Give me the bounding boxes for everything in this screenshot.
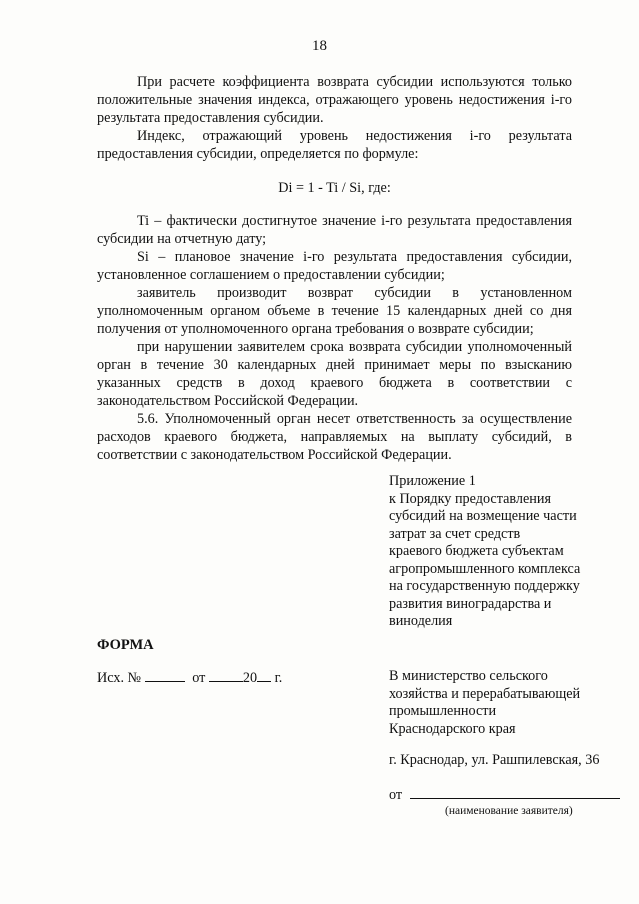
appendix-line: к Порядку предоставления (389, 490, 551, 507)
appendix-line: агропромышленного комплекса (389, 560, 581, 577)
paragraph-refund-term: заявитель производит возврат субсидии в установленном уполномоченным органом объеме в течение 15 календарных дней со дня получения от уполномоченного органа требования о возврате субсидии; (97, 285, 572, 337)
from-label: от (389, 787, 403, 803)
main-text (97, 73, 572, 464)
page-number: 18 (312, 38, 327, 54)
appendix-block (389, 473, 634, 631)
outgoing-number-blank[interactable] (145, 669, 185, 682)
addressee-line: хозяйства и перерабатывающей (389, 685, 581, 702)
year-prefix: 20 (242, 670, 258, 686)
paragraph-positive-values: При расчете коэффициента возврата субсидии используются только положительные значения индекса, отражающего уровень недостижения i-го результата предоставления субсидии. (97, 74, 572, 126)
appendix-line: субсидий на возмещение части (389, 508, 577, 524)
outgoing-date-blank[interactable] (209, 669, 243, 682)
outgoing-from-label: от (192, 670, 206, 686)
appendix-line: виноделия (389, 613, 453, 629)
addressee-line: В министерство сельского (389, 668, 548, 684)
addressee-block (389, 668, 634, 738)
year-suffix: г. (274, 670, 283, 686)
paragraph-ti-definition: Ti – фактически достигнутое значение i-го результата предоставления субсидии на отчетную дату; (97, 213, 572, 247)
appendix-line: затрат за счет средств (389, 525, 521, 542)
paragraph-si-definition: Si – плановое значение i-го результата предоставления субсидии, установленное соглашением о предоставлении субсидии; (97, 249, 572, 283)
form-heading: ФОРМА (97, 637, 154, 653)
appendix-line: краевого бюджета субъектам (389, 543, 564, 559)
from-field (389, 786, 620, 804)
outgoing-reference (97, 669, 282, 687)
appendix-line: развития виноградарства и (389, 595, 552, 612)
formula: Di = 1 - Ti / Si, где: (278, 180, 391, 196)
appendix-line: Приложение 1 (389, 473, 476, 489)
applicant-name-blank[interactable] (410, 786, 620, 799)
addressee-line: Краснодарского края (389, 720, 516, 737)
paragraph-responsibility: 5.6. Уполномоченный орган несет ответственность за осуществление расходов краевого бюджета, направляемых на выплату субсидий, в соответствии с законодательством Российской Федерации. (97, 411, 572, 463)
outgoing-number-label: Исх. № (97, 670, 142, 686)
applicant-caption: (наименование заявителя) (445, 805, 573, 817)
city-address: г. Краснодар, ул. Рашпилевская, 36 (389, 752, 600, 768)
year-blank[interactable] (257, 669, 271, 682)
appendix-line: на государственную поддержку (389, 578, 580, 594)
paragraph-index-definition: Индекс, отражающий уровень недостижения i-го результата предоставления субсидии, определяется по формуле: (97, 128, 572, 162)
paragraph-violation-measures: при нарушении заявителем срока возврата субсидии уполномоченный орган в течение 30 календарных дней принимает меры по взысканию указанных средств в доход краевого бюджета в соответствии с законодательством Российской Федерации. (97, 339, 572, 409)
addressee-line: промышленности (389, 703, 497, 719)
